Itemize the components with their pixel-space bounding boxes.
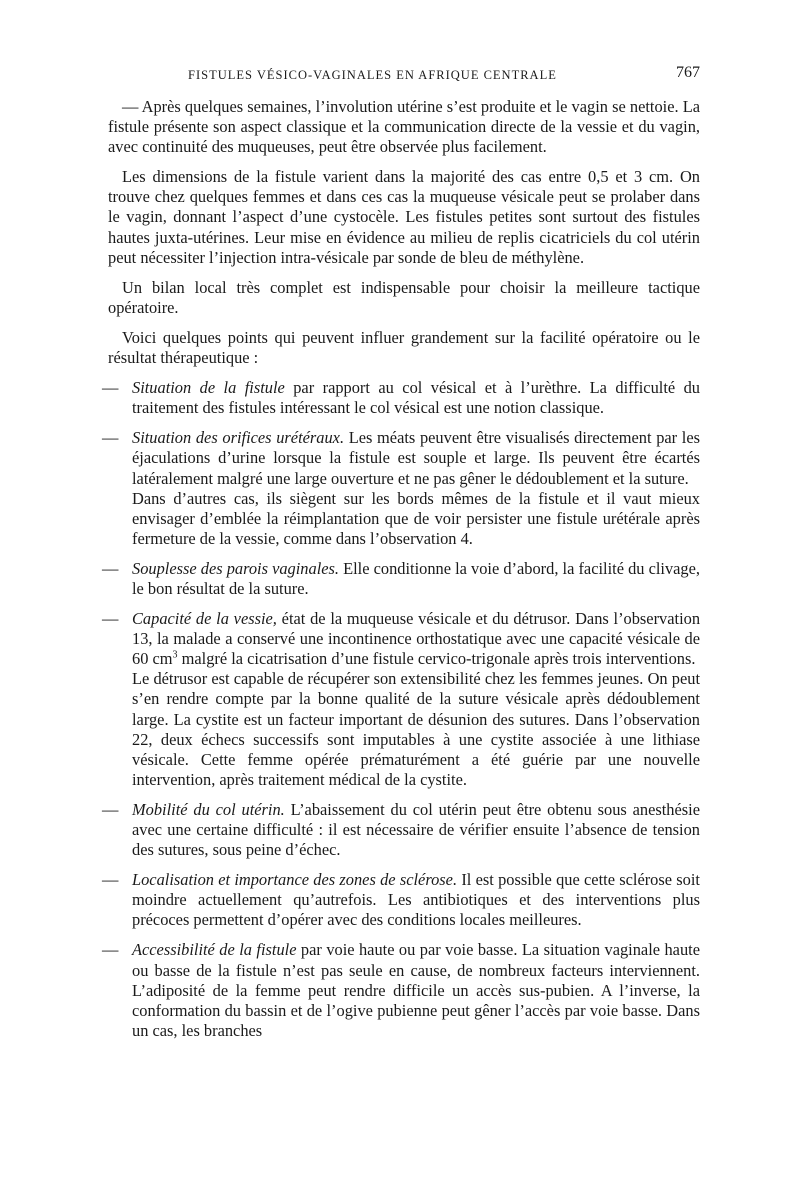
item-extra: Le détrusor est capable de récupérer son extensibilité chez les femmes jeunes. On peut s’en rendre compte par la bonne qualité de la suture vésicale après dédoublement large. La cystite est un facteur important de désunion des sutures. Dans l’observation 22, deux échecs successifs sont imputables à une cystite associée à une lithiase vésicale. Cette femme opérée prématurément a été guérie par une nouvelle intervention, après traitement médical de la cystite. [132, 669, 700, 789]
paragraph: Voici quelques points qui peuvent influer grandement sur la facilité opératoire ou le résultat thérapeutique : [108, 327, 700, 368]
item-title: Localisation et importance des zones de sclérose. [132, 870, 458, 890]
dash-marker: — [102, 558, 119, 578]
page-number: 767 [676, 64, 700, 81]
superscript: 3 [172, 649, 178, 661]
item-extra: Dans d’autres cas, ils siègent sur les bords mêmes de la fistule et il vaut mieux envisager d’emblée la réimplantation que de voir persister une fistule urétérale après fermeture de la vessie, comme dans l’observation 4. [132, 488, 700, 548]
item-text: Elle conditionne la voie d’abord, la facilité du clivage, le bon résultat de la suture. [132, 558, 700, 598]
list-item [102, 609, 701, 790]
item-title: Situation des orifices urétéraux. [132, 428, 345, 448]
dash-marker: — [102, 609, 119, 629]
body-text [102, 97, 701, 1051]
item-text: état de la muqueuse vésicale et du détrusor. Dans l’observation 13, la malade a conservé une incontinence orthostatique avec une capacité vésicale de 60 cm [132, 609, 701, 669]
item-title: Situation de la fistule [132, 378, 285, 398]
paragraph: Un bilan local très complet est indispensable pour choisir la meilleure tactique opératoire. [108, 277, 700, 317]
item-text: par voie haute ou par voie basse. La situation vaginale haute ou basse de la fistule n’est pas seule en cause, de nombreux facteurs interviennent. L’adiposité de la femme peut rendre difficile un accès sus-pubien. A l’inverse, la conformation du bassin et de l’ogive pubienne peut gêner l’accès par voie basse. Dans un cas, les branches [132, 940, 700, 1040]
item-text: malgré la cicatrisation d’une fistule cervico-trigonale après trois interventions. [177, 649, 696, 669]
paragraph: — Après quelques semaines, l’involution utérine s’est produite et le vagin se nettoie. La fistule présente son aspect classique et la communication directe de la vessie et du vagin, avec continuité des muqueuses, peut être observée plus facilement. [108, 97, 700, 157]
list-item [102, 870, 700, 930]
item-text: Les méats peuvent être visualisés directement par les éjaculations d’urine lorsque la fistule est souple et large. Ils peuvent être écartés latéralement malgré une large ouverture et ne pas gêner le dédoublement et la suture. [132, 428, 700, 488]
dash-marker: — [102, 799, 119, 819]
dash-marker: — [102, 870, 119, 890]
item-title: Accessibilité de la fistule [132, 940, 297, 960]
list-item [102, 940, 700, 1040]
item-text: L’abaissement du col utérin peut être obtenu sous anesthésie avec une certaine difficulté : il est nécessaire de vérifier ensuite l’absence de tension des sutures, sous peine d’échec. [132, 799, 700, 860]
item-title: Souplesse des parois vaginales. [132, 558, 340, 578]
dash-marker: — [102, 940, 119, 960]
item-title: Capacité de la vessie, [132, 609, 277, 629]
running-title: FISTULES VÉSICO-VAGINALES EN AFRIQUE CENTRALE [188, 68, 557, 82]
item-text: par rapport au col vésical et à l’urèthre. La difficulté du traitement des fistules intéressant le col vésical est une notion classique. [132, 378, 700, 418]
list-item [102, 428, 700, 549]
item-title: Mobilité du col utérin. [132, 799, 285, 819]
dash-marker: — [102, 428, 119, 448]
dash-marker: — [102, 378, 119, 398]
list-item [102, 378, 700, 418]
item-text: Il est possible que cette sclérose soit moindre actuellement qu’autrefois. Les antibiotiques et des interventions plus précoces permettent d’opérer avec des conditions locales meilleures. [132, 870, 700, 930]
paragraph: Les dimensions de la fistule varient dans la majorité des cas entre 0,5 et 3 cm. On trouve chez quelques femmes et dans ces cas la muqueuse vésicale peut se prolaber dans le vagin, donnant l’aspect d’une cystocèle. Les fistules petites sont surtout des fistules hautes juxta-utérines. Leur mise en évidence au milieu de replis cicatriciels du col utérin peut nécessiter l’injection intra-vésicale par sonde de bleu de méthylène. [108, 167, 700, 267]
list-item [102, 558, 700, 599]
page-header [108, 64, 700, 88]
list-item [102, 799, 700, 860]
